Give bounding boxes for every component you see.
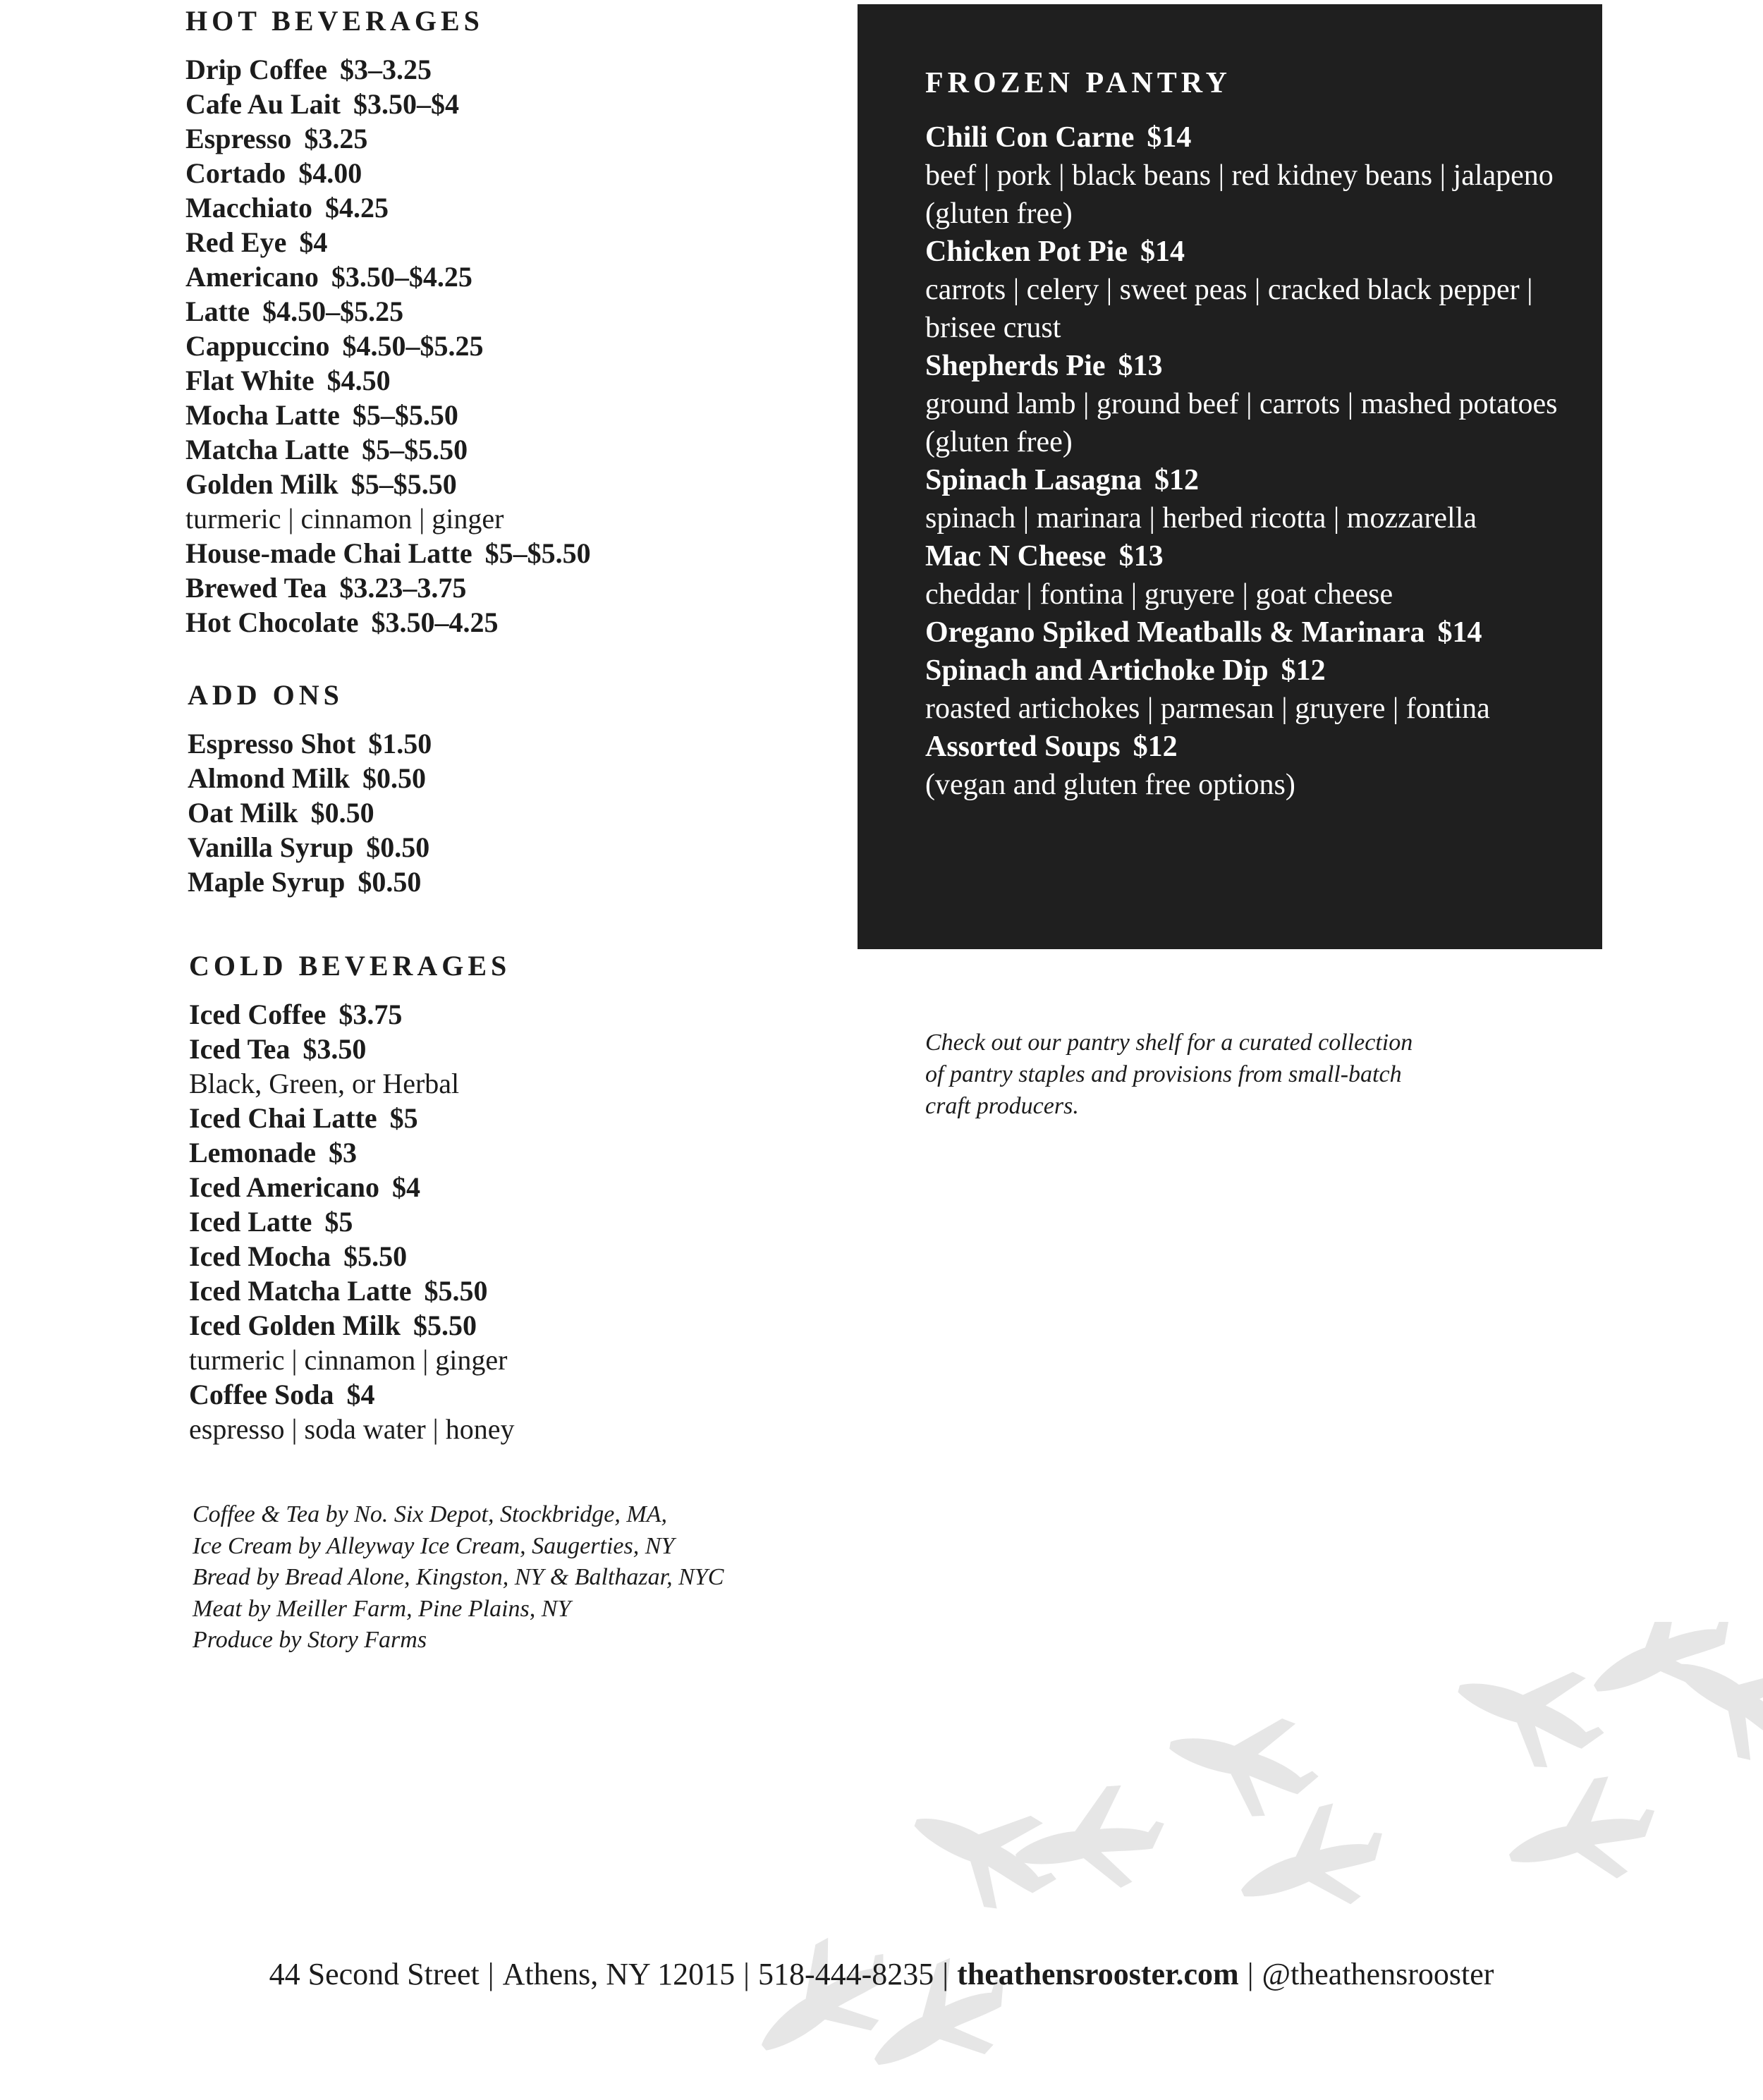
frozen-pantry-heading: FROZEN PANTRY: [925, 67, 1231, 99]
menu-item: [185, 190, 591, 225]
menu-item-name: Spinach and Artichoke Dip: [925, 654, 1269, 687]
menu-item: [925, 652, 1574, 690]
menu-item: [188, 795, 432, 830]
credit-line: Produce by Story Farms: [193, 1627, 427, 1653]
menu-item-name: Iced Mocha: [189, 1240, 331, 1272]
bird-icon: [1494, 1763, 1671, 1910]
menu-item: [185, 260, 591, 294]
menu-item-price: $3–3.25: [340, 54, 432, 85]
menu-item: [189, 1032, 514, 1066]
menu-item-name: Cafe Au Lait: [185, 88, 341, 120]
menu-item: [185, 570, 591, 605]
menu-item-price: $5–$5.50: [362, 434, 468, 465]
menu-item-price: $5.50: [343, 1240, 408, 1272]
menu-item: [185, 605, 591, 640]
menu-item-price: $3.50–$4.25: [331, 261, 472, 293]
menu-item-description: carrots | celery | sweet peas | cracked black pepper | brisee crust: [925, 274, 1533, 344]
menu-item-name: Assorted Soups: [925, 731, 1121, 763]
menu-item-price: $3.50–$4: [353, 88, 459, 120]
menu-item: [925, 728, 1574, 766]
menu-item-name: Iced Matcha Latte: [189, 1275, 412, 1307]
menu-item: [188, 830, 432, 865]
credit-line: Coffee & Tea by No. Six Depot, Stockbridge, MA,: [193, 1501, 667, 1527]
menu-item: [189, 1135, 514, 1170]
menu-item-name: Iced Tea: [189, 1033, 291, 1065]
menu-item-name: Oregano Spiked Meatballs & Marinara: [925, 616, 1425, 649]
menu-item-name: House-made Chai Latte: [185, 537, 472, 569]
menu-item-price: $13: [1118, 350, 1163, 382]
menu-item: [185, 156, 591, 190]
menu-item-price: $12: [1133, 731, 1178, 763]
frozen-pantry-list: [925, 118, 1574, 804]
menu-item-price: $4.00: [298, 157, 362, 189]
cold-beverages-list: [189, 997, 514, 1446]
menu-item-description: (vegan and gluten free options): [925, 769, 1295, 801]
menu-item: [185, 329, 591, 363]
menu-item-name: Flat White: [185, 365, 315, 396]
menu-item: [925, 118, 1574, 157]
menu-item-price: $5–$5.50: [352, 399, 458, 431]
menu-item-name: Cortado: [185, 157, 286, 189]
menu-item-price: $14: [1437, 616, 1482, 649]
menu-item: [189, 1170, 514, 1204]
menu-item-description: turmeric | cinnamon | ginger: [189, 1344, 508, 1376]
menu-item-description: espresso | soda water | honey: [189, 1413, 515, 1445]
menu-item-name: Spinach Lasagna: [925, 464, 1142, 496]
menu-item-name: Oat Milk: [188, 797, 298, 829]
footer-contact: [0, 1953, 1763, 1996]
menu-item-name: Espresso: [185, 123, 292, 154]
menu-item-name: Mac N Cheese: [925, 540, 1106, 573]
menu-item-price: $4: [346, 1379, 375, 1410]
pantry-note: Check out our pantry shelf for a curated collection of pantry staples and provisions from small-batch craft producers.: [925, 1030, 1413, 1119]
footer-separator: |: [942, 1957, 949, 1991]
menu-item: [185, 225, 591, 260]
footer-social-handle[interactable]: @theathensrooster: [1262, 1957, 1494, 1991]
menu-item-price: $12: [1281, 654, 1326, 687]
menu-item-price: $0.50: [358, 866, 422, 898]
footer-city: Athens, NY 12015: [502, 1957, 736, 1991]
menu-item-description: spinach | marinara | herbed ricotta | mozzarella: [925, 502, 1477, 535]
menu-item: [189, 1239, 514, 1274]
menu-item: [189, 1377, 514, 1412]
menu-item-price: $3.25: [304, 123, 368, 154]
menu-item: [188, 865, 432, 899]
frozen-pantry-panel: [858, 4, 1602, 949]
menu-item: [925, 613, 1574, 652]
menu-item-name: Iced Chai Latte: [189, 1102, 377, 1134]
menu-item-price: $5–$5.50: [350, 468, 457, 500]
menu-item-name: Mocha Latte: [185, 399, 340, 431]
hot-beverages-list: [185, 52, 591, 640]
footer-separator: |: [1247, 1957, 1254, 1991]
menu-item-name: Golden Milk: [185, 468, 338, 500]
menu-item-price: $4.50–$5.25: [262, 295, 404, 327]
menu-item-name: Cappuccino: [185, 330, 330, 362]
menu-item: [185, 398, 591, 432]
cold-beverages-section: [189, 952, 514, 1446]
menu-item-price: $5: [389, 1102, 418, 1134]
menu-item: [185, 294, 591, 329]
bird-icon: [1160, 1700, 1327, 1826]
menu-item-price: $4.50–$5.25: [342, 330, 484, 362]
add-ons-list: [188, 726, 432, 899]
menu-item-name: Shepherds Pie: [925, 350, 1106, 382]
menu-item: [185, 363, 591, 398]
menu-item-name: Matcha Latte: [185, 434, 350, 465]
menu-item: [185, 121, 591, 156]
menu-item-description: Black, Green, or Herbal: [189, 1068, 460, 1099]
credit-line: Meat by Meiller Farm, Pine Plains, NY: [193, 1595, 571, 1622]
menu-item-price: $0.50: [310, 797, 374, 829]
menu-item-description: beef | pork | black beans | red kidney beans | jalapeno (gluten free): [925, 159, 1554, 230]
menu-item: [188, 726, 432, 761]
add-ons-section: [188, 681, 432, 899]
menu-item-description: ground lamb | ground beef | carrots | mashed potatoes (gluten free): [925, 388, 1558, 458]
menu-item-name: Chili Con Carne: [925, 121, 1135, 154]
menu-item: [189, 1101, 514, 1135]
footer-phone[interactable]: 518-444-8235: [757, 1957, 934, 1991]
menu-item-description: roasted artichokes | parmesan | gruyere | fontina: [925, 692, 1490, 725]
hot-beverages-heading: HOT BEVERAGES: [185, 5, 484, 37]
menu-item-name: Drip Coffee: [185, 54, 328, 85]
menu-item: [925, 537, 1574, 575]
menu-item: [185, 87, 591, 121]
footer-address: 44 Second Street: [269, 1957, 480, 1991]
menu-item-name: Coffee Soda: [189, 1379, 334, 1410]
footer-separator: |: [487, 1957, 494, 1991]
menu-item-price: $0.50: [366, 831, 430, 863]
bird-icon: [734, 1915, 915, 2091]
menu-item: [925, 233, 1574, 271]
menu-item-price: $5.50: [413, 1310, 477, 1341]
menu-item-name: Vanilla Syrup: [188, 831, 354, 863]
hot-beverages-section: [185, 7, 591, 640]
menu-item: [189, 997, 514, 1032]
menu-item-name: Iced Americano: [189, 1171, 379, 1203]
menu-item-name: Almond Milk: [188, 762, 350, 794]
menu-item: [188, 761, 432, 795]
menu-item-price: $3: [329, 1137, 357, 1168]
menu-item: [185, 52, 591, 87]
menu-item-price: $14: [1140, 236, 1185, 268]
menu-item-price: $5.50: [424, 1275, 488, 1307]
menu-item-price: $13: [1118, 540, 1164, 573]
footer-website-link[interactable]: theathensrooster.com: [957, 1957, 1239, 1991]
menu-item-name: Americano: [185, 261, 319, 293]
menu-item-name: Iced Golden Milk: [189, 1310, 401, 1341]
menu-item-name: Iced Latte: [189, 1206, 312, 1238]
menu-item-price: $1.50: [368, 728, 432, 759]
menu-item-price: $14: [1147, 121, 1192, 154]
menu-item-price: $5: [324, 1206, 353, 1238]
menu-item-price: $4: [299, 226, 328, 258]
menu-item-price: $4: [391, 1171, 420, 1203]
menu-item-price: $3.50: [303, 1033, 367, 1065]
menu-item-price: $12: [1154, 464, 1199, 496]
menu-item-description: cheddar | fontina | gruyere | goat cheese: [925, 578, 1393, 611]
menu-item-price: $4.50: [327, 365, 391, 396]
menu-item: [189, 1274, 514, 1308]
menu-item: [189, 1204, 514, 1239]
menu-item-name: Hot Chocolate: [185, 606, 359, 638]
menu-item-name: Espresso Shot: [188, 728, 356, 759]
menu-item-name: Iced Coffee: [189, 999, 327, 1030]
menu-item-name: Brewed Tea: [185, 572, 327, 604]
bird-icon: [1444, 1644, 1617, 1782]
menu-item-name: Maple Syrup: [188, 866, 346, 898]
bird-decoration: [733, 1622, 1763, 2100]
menu-item-name: Lemonade: [189, 1137, 316, 1168]
menu-item-name: Latte: [185, 295, 250, 327]
supplier-credits: [193, 1499, 724, 1656]
menu-item: [185, 536, 591, 570]
menu-item-name: Chicken Pot Pie: [925, 236, 1128, 268]
menu-item-price: $4.25: [324, 192, 389, 224]
menu-item: [185, 432, 591, 467]
credit-line: Ice Cream by Alleyway Ice Cream, Saugerties, NY: [193, 1532, 675, 1559]
menu-item-price: $5–$5.50: [484, 537, 591, 569]
menu-item-description: turmeric | cinnamon | ginger: [185, 503, 504, 535]
menu-item: [185, 467, 591, 501]
menu-item-price: $3.50–4.25: [371, 606, 499, 638]
cold-beverages-heading: COLD BEVERAGES: [189, 950, 511, 982]
footer-separator: |: [743, 1957, 750, 1991]
menu-item-price: $3.75: [338, 999, 403, 1030]
menu-item-price: $3.23–3.75: [339, 572, 467, 604]
menu-item: [925, 461, 1574, 499]
menu-item-price: $0.50: [362, 762, 427, 794]
menu-item-name: Macchiato: [185, 192, 312, 224]
menu-item: [189, 1308, 514, 1343]
menu-item-name: Red Eye: [185, 226, 287, 258]
credit-line: Bread by Bread Alone, Kingston, NY & Balthazar, NYC: [193, 1564, 724, 1590]
menu-item: [925, 347, 1574, 385]
add-ons-heading: ADD ONS: [188, 679, 343, 711]
